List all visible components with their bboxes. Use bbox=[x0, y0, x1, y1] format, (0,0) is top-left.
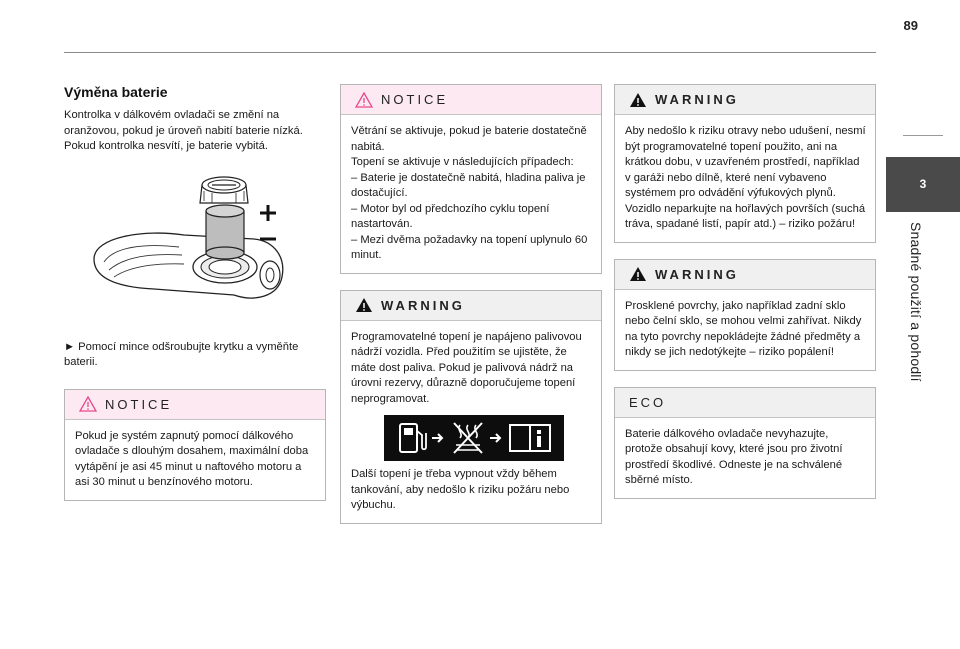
warning-title: WARNING bbox=[655, 92, 739, 107]
chapter-title: Snadné použití a pohodlí bbox=[908, 222, 924, 382]
warning-triangle-solid-icon bbox=[629, 266, 647, 282]
warning-title: WARNING bbox=[381, 297, 465, 313]
warning-box-fuel bbox=[340, 290, 602, 524]
notice-header bbox=[65, 390, 325, 420]
warning-header bbox=[341, 291, 601, 321]
warning-text-glass: Prosklené povrchy, jako například zadní sklo nebo čelní sklo, se mohou velmi zahřívat. Nikdy na tyto povrchy nepokládejte žádné předměty a nikdy se jich nedotýkejte – riziko popálení! bbox=[625, 299, 862, 358]
battery-step-text: ► Pomocí mince odšroubujte krytku a vyměňte baterii. bbox=[64, 340, 299, 368]
side-tab-rule bbox=[903, 135, 943, 136]
warning-box-glass bbox=[614, 259, 876, 371]
section-heading: Výměna baterie bbox=[64, 84, 168, 100]
warning-text-fuel: Programovatelné topení je napájeno palivovou nádrží vozidla. Před použitím se ujistěte, že máte dost paliva. Pokud je palivová nádrž na úrovni rezervy, důrazně doporučujeme topení neprogramovat. bbox=[351, 330, 582, 405]
notice-text: Pokud je systém zapnutý pomocí dálkového ovladače s dlouhým dosahem, maximální doba vytápění je asi 45 minut u naftového motoru a asi 30 minut u benzínového motoru. bbox=[75, 429, 309, 488]
chapter-tab[interactable]: 3 bbox=[886, 157, 960, 212]
notice-box-activation bbox=[340, 84, 602, 274]
notice-title: NOTICE bbox=[105, 396, 173, 412]
column-2 bbox=[340, 84, 600, 524]
warning-title: WARNING bbox=[655, 266, 739, 282]
eco-header bbox=[615, 388, 875, 418]
header-rule bbox=[64, 52, 876, 53]
warning-text-refuel: Další topení je třeba vypnout vždy během tankování, aby nedošlo k riziku požáru nebo výbuchu. bbox=[351, 468, 570, 511]
eco-title: ECO bbox=[629, 394, 667, 410]
warning-triangle-outline-icon bbox=[79, 396, 97, 412]
warning-triangle-outline-icon bbox=[355, 92, 373, 108]
warning-header bbox=[615, 260, 875, 290]
warning-triangle-solid-icon bbox=[355, 297, 373, 313]
warning-box-poisoning bbox=[614, 84, 876, 243]
warning-triangle-solid-icon bbox=[629, 92, 647, 108]
remote-battery-illustration bbox=[64, 167, 324, 317]
column-1 bbox=[64, 84, 324, 501]
notice-box-timing bbox=[64, 389, 326, 501]
warning-header bbox=[615, 85, 875, 115]
column-3 bbox=[614, 84, 874, 499]
fuel-heater-pictogram bbox=[384, 415, 564, 461]
eco-box bbox=[614, 387, 876, 499]
eco-text: Baterie dálkového ovladače nevyhazujte, protože obsahují kovy, které jsou pro životní prostředí škodlivé. Odneste je na schválené sběrné místo. bbox=[625, 427, 843, 486]
notice-text: Větrání se aktivuje, pokud je baterie dostatečně nabitá. Topení se aktivuje v následujících případech: – Baterie je dostatečně nabitá, hladina paliva je dostačující. – Motor byl od předchozího cyklu topení nastartován. – Mezi dvěma požadavky na topení uplynulo 60 minut. bbox=[351, 125, 588, 261]
warning-text-poisoning: Aby nedošlo k riziku otravy nebo udušení, nesmí být programovatelné topení použito, ani na krátkou dobu, v uzavřeném prostředí, například v garáži nebo dílně, které není vybaveno systémem pro odvádění výfukových plynů. Vozidlo neparkujte na hořlavých površích (suchá tráva, spadané listí, papír atd.) – riziko požáru! bbox=[625, 125, 866, 230]
notice-title: NOTICE bbox=[381, 92, 449, 107]
notice-header bbox=[341, 85, 601, 115]
page-number: 89 bbox=[903, 18, 918, 33]
battery-intro-text: Kontrolka v dálkovém ovladači se změní na oranžovou, pokud je úroveň nabití baterie nízká. Pokud kontrolka nesvítí, je baterie vybitá. bbox=[64, 109, 303, 152]
